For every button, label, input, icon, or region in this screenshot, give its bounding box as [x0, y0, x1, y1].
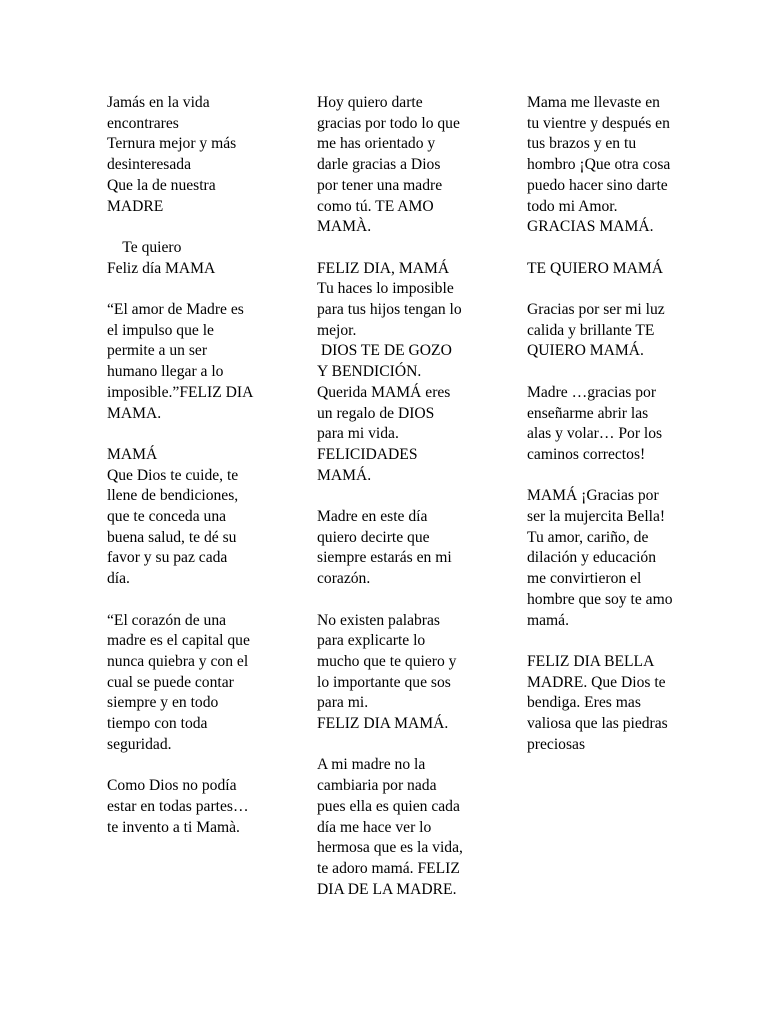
text-line: nunca quiebra y con el: [107, 652, 249, 670]
text-line: seguridad.: [107, 735, 172, 753]
paragraph: [527, 652, 697, 756]
text-line: corazón.: [317, 570, 371, 588]
text-line: FELIZ DIA MAMÁ.: [317, 715, 449, 733]
text-line: FELIZ DIA BELLA: [527, 652, 655, 670]
text-line: ser la mujercita Bella!: [527, 508, 666, 525]
text-line: imposible.”FELIZ DIA: [107, 383, 254, 401]
text-line: madre es el capital que: [107, 632, 250, 650]
text-line: desinteresada: [107, 156, 191, 174]
text-line: te invento a ti Mamà.: [107, 818, 240, 836]
text-line: Tu amor, cariño, de: [527, 528, 649, 546]
paragraph: [107, 776, 277, 838]
text-line: FELICIDADES: [317, 445, 418, 463]
text-line: siempre y en todo: [107, 694, 219, 712]
text-line: día me hace ver lo: [317, 818, 432, 836]
text-line: dilación y educación: [527, 549, 657, 567]
text-line: para mi vida.: [317, 425, 399, 443]
text-line: Que Dios te cuide, te: [107, 466, 239, 484]
text-line: como tú. TE AMO: [317, 197, 434, 215]
text-column-2: [317, 93, 489, 921]
text-line: tiempo con toda: [107, 715, 208, 733]
text-line: preciosas: [527, 735, 586, 753]
paragraph: [107, 238, 277, 279]
text-line: enseñarme abrir las: [527, 404, 649, 422]
text-line: estar en todas partes…: [107, 797, 249, 815]
text-line: TE QUIERO MAMÁ: [527, 259, 664, 277]
paragraph: [527, 259, 697, 280]
text-line: Ternura mejor y más: [107, 135, 237, 153]
text-line: hermosa que es la vida,: [317, 839, 463, 857]
text-line: para explicarte lo: [317, 632, 426, 650]
paragraph: [527, 486, 697, 631]
text-line: MAMÀ.: [317, 218, 372, 236]
paragraph: [107, 445, 277, 590]
text-line: todo mi Amor.: [527, 197, 618, 215]
text-line: alas y volar… Por los: [527, 425, 663, 443]
text-line: quiero decirte que: [317, 528, 430, 546]
text-line: puedo hacer sino darte: [527, 176, 668, 194]
text-line: cual se puede contar: [107, 673, 234, 691]
text-line: tus brazos y en tu: [527, 135, 637, 153]
paragraph: [527, 93, 697, 238]
text-line: MAMÁ ¡Gracias por: [527, 487, 659, 505]
text-line: Como Dios no podía: [107, 777, 237, 795]
text-line: mucho que te quiero y: [317, 652, 457, 670]
text-line: Te quiero: [107, 238, 182, 256]
text-line: darle gracias a Dios: [317, 156, 441, 174]
text-line: para mi.: [317, 694, 369, 712]
text-line: MADRE. Que Dios te: [527, 673, 666, 691]
paragraph: [317, 755, 489, 900]
text-line: FELIZ DIA, MAMÁ: [317, 259, 450, 277]
text-line: hombro ¡Que otra cosa: [527, 156, 671, 174]
text-line: Querida MAMÁ eres: [317, 383, 451, 401]
text-line: QUIERO MAMÁ.: [527, 342, 644, 360]
text-line: hombre que soy te amo: [527, 590, 673, 608]
text-line: un regalo de DIOS: [317, 404, 435, 422]
paragraph: [317, 507, 489, 590]
text-line: día.: [107, 570, 130, 588]
text-line: llene de bendiciones,: [107, 487, 239, 505]
text-line: te adoro mamá. FELIZ: [317, 859, 460, 877]
text-line: mejor.: [317, 321, 357, 339]
paragraph: [317, 611, 489, 735]
paragraph: [107, 93, 277, 217]
text-line: Hoy quiero darte: [317, 94, 423, 111]
text-line: pues ella es quien cada: [317, 797, 460, 815]
text-line: Feliz día MAMA: [107, 259, 216, 277]
text-line: DIA DE LA MADRE.: [317, 880, 457, 898]
text-line: Madre en este día: [317, 508, 428, 526]
text-line: humano llegar a lo: [107, 363, 224, 381]
text-line: MAMA.: [107, 404, 162, 422]
text-line: cambiaria por nada: [317, 777, 437, 795]
text-line: encontrares: [107, 114, 179, 132]
text-line: para tus hijos tengan lo: [317, 301, 462, 319]
text-line: Jamás en la vida: [107, 94, 210, 111]
text-line: me has orientado y: [317, 135, 436, 153]
text-line: MAMÁ.: [317, 466, 372, 484]
text-line: GRACIAS MAMÁ.: [527, 218, 654, 236]
text-line: caminos correctos!: [527, 445, 646, 463]
text-line: No existen palabras: [317, 611, 440, 629]
text-line: “El amor de Madre es: [107, 301, 244, 318]
text-column-3: [527, 93, 697, 776]
text-line: calida y brillante TE: [527, 321, 655, 339]
text-line: lo importante que sos: [317, 673, 451, 691]
paragraph: [317, 259, 489, 487]
text-line: DIOS TE DE GOZO: [317, 342, 452, 360]
paragraph: [317, 93, 489, 238]
text-line: mamá.: [527, 611, 569, 629]
text-line: Madre …gracias por: [527, 383, 657, 401]
text-line: buena salud, te dé su: [107, 528, 237, 546]
text-line: Tu haces lo imposible: [317, 280, 454, 298]
text-line: MAMÁ: [107, 445, 158, 463]
text-line: favor y su paz cada: [107, 549, 228, 567]
text-line: A mi madre no la: [317, 756, 426, 774]
text-line: siempre estarás en mi: [317, 549, 452, 567]
paragraph: [107, 611, 277, 756]
text-line: Mama me llevaste en: [527, 94, 660, 111]
text-line: Gracias por ser mi luz: [527, 301, 665, 318]
text-line: permite a un ser: [107, 342, 208, 360]
paragraph: [527, 383, 697, 466]
text-line: por tener una madre: [317, 176, 443, 194]
text-line: “El corazón de una: [107, 611, 227, 629]
paragraph: [527, 300, 697, 362]
text-line: me convirtieron el: [527, 570, 642, 588]
text-line: Y BENDICIÓN.: [317, 363, 422, 381]
text-line: bendiga. Eres mas: [527, 694, 641, 712]
text-line: el impulso que le: [107, 321, 214, 339]
text-line: que te conceda una: [107, 508, 227, 526]
text-line: MADRE: [107, 197, 164, 215]
paragraph: [107, 300, 277, 424]
text-line: gracias por todo lo que: [317, 114, 460, 132]
text-line: Que la de nuestra: [107, 176, 216, 194]
text-column-1: [107, 93, 277, 859]
text-line: valiosa que las piedras: [527, 715, 668, 733]
text-line: tu vientre y después en: [527, 114, 670, 132]
